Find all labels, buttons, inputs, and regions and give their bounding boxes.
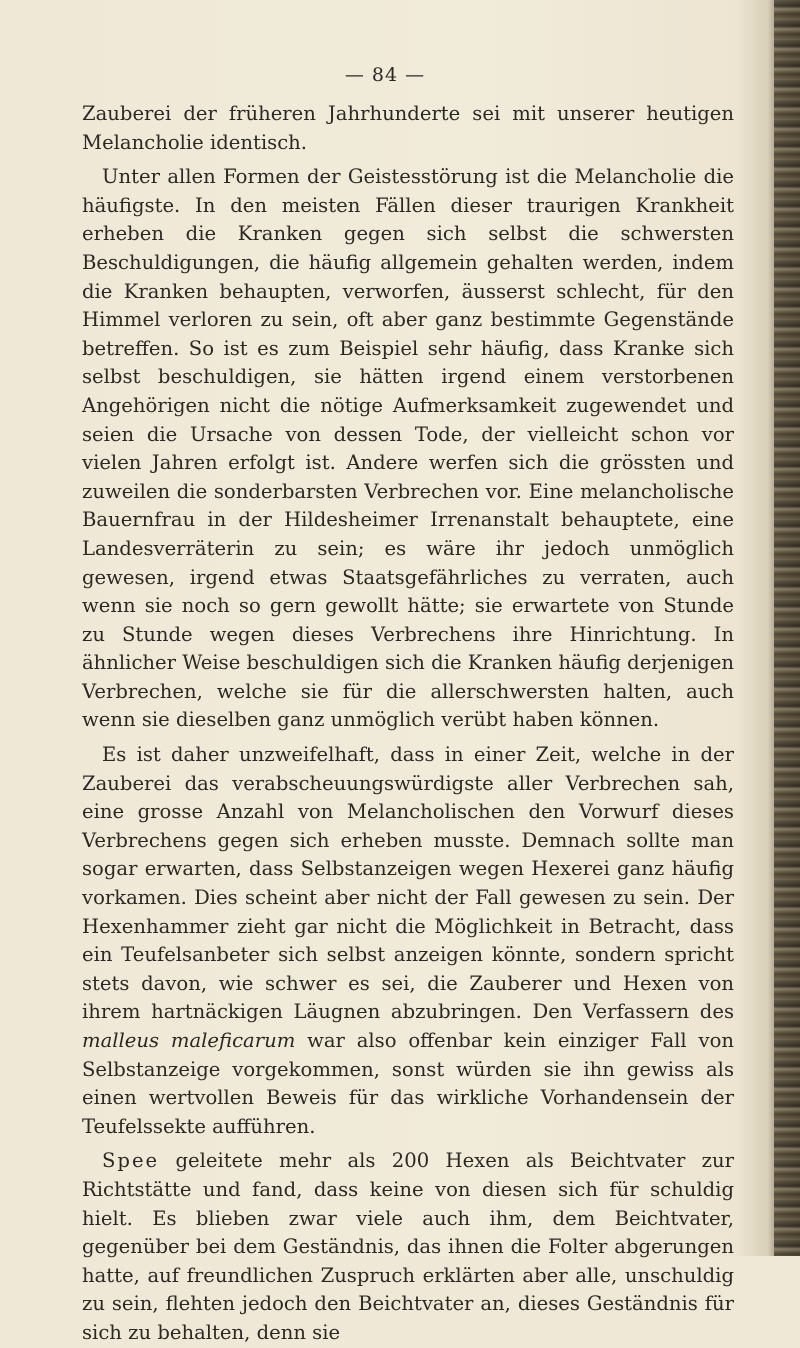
book-title-italic: malleus maleficarum — [82, 1029, 296, 1052]
paragraph-3-text-a: Es ist daher unzweifelhaft, dass in einer Zeit, welche in der Zauberei das verabscheuungswürdigste aller Verbrechen sah, eine grosse Anzahl von Melancholischen den Vorwurf dieses Verbrechens gegen sich erheben musste. Demnach sollte man sogar erwarten, dass Selbstanzeigen wegen Hexerei ganz häufig vorkamen. Dies scheint aber nicht der Fall gewesen zu sein. Der Hexenhammer zieht gar nicht die Möglichkeit in Betracht, dass ein Teufelsanbeter sich selbst anzeigen könnte, sondern spricht stets davon, wie schwer es sei, die Zauberer und Hexen von ihrem hartnäckigen Läugnen abzubringen. Den Verfassern des — [82, 743, 734, 1024]
paragraph-4-text: geleitete mehr als 200 Hexen als Beichtvater zur Richtstätte und fand, dass keine von diesen sich für schuldig hielt. Es blieben zwar viele auch ihm, dem Beichtvater, gegenüber bei dem Geständnis, das ihnen die Folter abgerungen hatte, auf freundlichen Zuspruch erklärten aber alle, unschuldig zu sein, flehten jedoch den Beichtvater an, dieses Geständnis für sich zu behalten, denn sie — [82, 1149, 734, 1344]
page-number: — 84 — — [344, 64, 426, 86]
body-text — [82, 100, 734, 1348]
paragraph-2: Unter allen Formen der Geistesstörung ist die Melancholie die häufigste. In den meisten Fällen dieser traurigen Krankheit erheben die Kranken gegen sich selbst die schwersten Beschuldigungen, die häufig allgemein gehalten werden, indem die Kranken behaupten, verworfen, äusserst schlecht, für den Himmel verloren zu sein, oft aber ganz bestimmte Gegenstände betreffen. So ist es zum Beispiel sehr häufig, dass Kranke sich selbst beschuldigen, sie hätten irgend einem verstorbenen Angehörigen nicht die nötige Aufmerksamkeit zugewendet und seien die Ursache von dessen Tode, der vielleicht schon vor vielen Jahren erfolgt ist. Andere werfen sich die grössten und zuweilen die sonderbarsten Verbrechen vor. Eine melancholische Bauernfrau in der Hildesheimer Irrenanstalt behauptete, eine Landesverräterin zu sein; es wäre ihr jedoch unmöglich gewesen, irgend etwas Staatsgefährliches zu verraten, auch wenn sie noch so gern gewollt hätte; sie erwartete von Stunde zu Stunde wegen dieses Verbrechens ihre Hinrichtung. In ähnlicher Weise beschuldigen sich die Kranken häufig derjenigen Verbrechen, welche sie für die allerschwersten halten, auch wenn sie dieselben ganz unmöglich verübt haben können. — [82, 165, 734, 732]
page-edge-binding — [774, 0, 800, 1256]
paragraph-4 — [82, 1147, 734, 1347]
name-spaced: Spee — [102, 1149, 160, 1173]
paragraph-1: Zauberei der früheren Jahrhunderte sei mit unserer heutigen Melancholie identisch. — [82, 102, 734, 154]
paragraph-3 — [82, 741, 734, 1141]
paragraph-3-text-b: war also offenbar kein einziger Fall von Selbstanzeige vorgekommen, sonst würden sie ihn gewiss als einen wertvollen Beweis für das wirkliche Vorhandensein der Teufelssekte aufführen. — [82, 1029, 734, 1138]
